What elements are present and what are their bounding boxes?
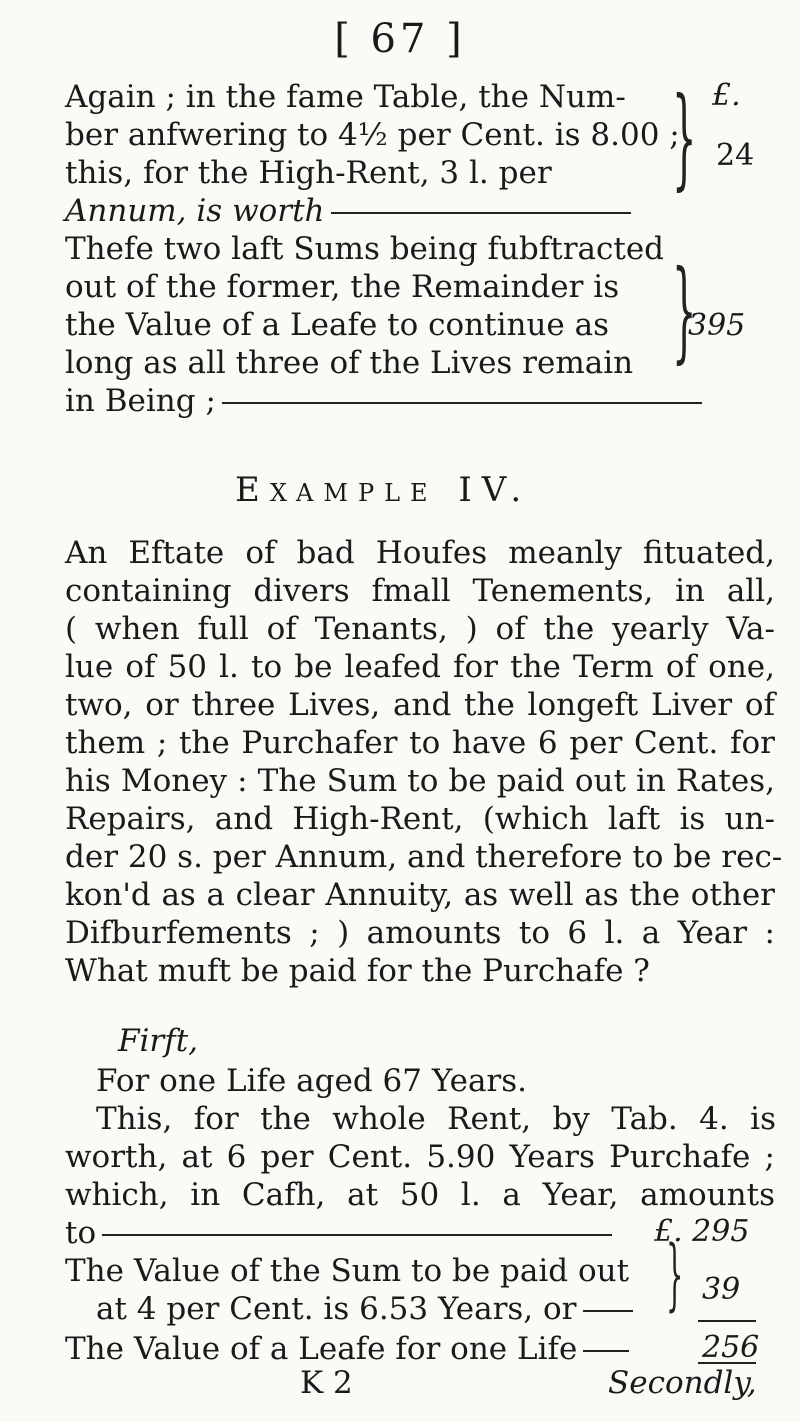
text-line: For one Life aged 67 Years. [96, 1063, 528, 1099]
text-fragment: Annum, is worth [65, 193, 325, 229]
paragraph-line: ( when full of Tenants, ) of the yearly Va- [65, 611, 775, 647]
text-fragment: in Being ; [65, 383, 216, 419]
text-line: this, for the High-Rent, 3 l. per [65, 155, 552, 191]
leader-rule [331, 212, 631, 214]
curly-brace-icon: } [672, 73, 697, 201]
text-line-with-leader [65, 382, 708, 420]
text-line: out of the former, the Remainder is [65, 269, 620, 305]
paragraph-line: Repairs, and High-Rent, (which laft is un- [65, 801, 775, 837]
sum-rule [698, 1320, 756, 1322]
paragraph-line: lue of 50 l. to be leafed for the Term of one, [65, 649, 775, 685]
text-line: worth, at 6 per Cent. 5.90 Years Purchafe ; [65, 1139, 775, 1175]
sum-value: 395 [688, 308, 746, 343]
sum-value: 39 [702, 1272, 741, 1307]
text-line: Again ; in the fame Table, the Num- [65, 79, 626, 115]
text-line: Thefe two laft Sums being fubftracted [65, 231, 665, 267]
signature-mark: K 2 [300, 1365, 353, 1401]
leader-rule [583, 1350, 629, 1352]
sum-value: 24 [716, 138, 755, 173]
paragraph-line: Difburfements ; ) amounts to 6 l. a Year : [65, 915, 775, 951]
text-line-with-leader [65, 192, 637, 230]
sum-value: 256 [702, 1330, 760, 1365]
text-line: The Value of the Sum to be paid out [65, 1253, 630, 1289]
paragraph-line: An Eftate of bad Houfes meanly fituated, [65, 535, 775, 571]
paragraph-line: kon'd as a clear Annuity, as well as the other [65, 877, 775, 913]
leader-rule [102, 1234, 612, 1236]
text-line: This, for the whole Rent, by Tab. 4. is [96, 1101, 776, 1137]
paragraph-line: two, or three Lives, and the longeft Liver of [65, 687, 775, 723]
example-heading: Example IV. [235, 470, 532, 510]
text-fragment: The Value of a Leafe for one Life [65, 1331, 578, 1367]
paragraph-line: der 20 s. per Annum, and therefore to be rec- [65, 839, 783, 875]
leader-rule [222, 402, 702, 404]
text-fragment: at 4 per Cent. is 6.53 Years, or [96, 1291, 577, 1327]
sum-value: £. 295 [654, 1214, 750, 1249]
text-line-with-leader [96, 1290, 639, 1328]
curly-brace-icon: } [672, 246, 697, 374]
catchword: Secondly, [608, 1365, 757, 1401]
text-line-with-leader [65, 1330, 635, 1368]
section-label: Firft, [118, 1023, 199, 1059]
text-line: long as all three of the Lives remain [65, 345, 634, 381]
curly-brace-icon: } [666, 1230, 684, 1320]
text-line-with-leader [65, 1214, 618, 1252]
text-fragment: to [65, 1215, 97, 1251]
paragraph-line: his Money : The Sum to be paid out in Rates, [65, 763, 775, 799]
paragraph-line: containing divers fmall Tenements, in all, [65, 573, 775, 609]
text-line: which, in Cafh, at 50 l. a Year, amounts [65, 1177, 775, 1213]
paragraph-line: them ; the Purchafer to have 6 per Cent. for [65, 725, 775, 761]
text-line: ber anfwering to 4½ per Cent. is 8.00 ; [65, 117, 680, 153]
page-number: [ 67 ] [334, 16, 466, 62]
leader-rule [583, 1310, 633, 1312]
currency-symbol: £. [712, 78, 741, 113]
text-line: the Value of a Leafe to continue as [65, 307, 609, 343]
paragraph-line: What muft be paid for the Purchafe ? [65, 953, 650, 989]
